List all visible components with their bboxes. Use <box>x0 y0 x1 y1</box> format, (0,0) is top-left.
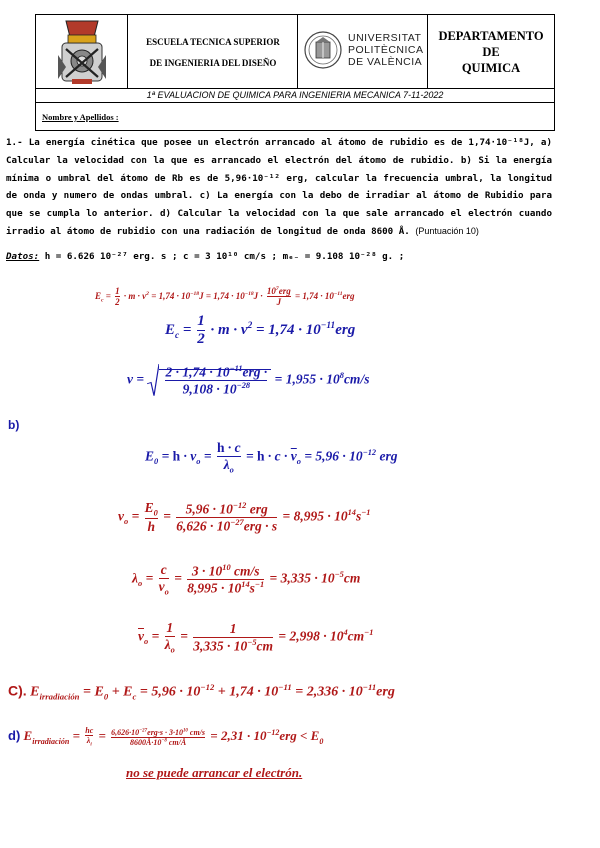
equation-part-d: d) $E_{irradiación}$ = $\frac{hc}{\lambda_i}$ = $\frac{6,626\cdot 10^{-27}erg\cdot s \cdot 3\cdot 10^{10} cm/s}{8600Å\cdot 10^{-8} cm/Å}$ = $2,31 \cdot 10^{-12}erg < E_0$ <box>8 726 324 748</box>
equation-threshold-wavelength: $\lambda_o$ = $\frac{c}{\nu_o}$ = $\frac{3 \cdot 10^{10} cm/s}{8,995 \cdot 10^{14}s^{-1}}$ = $3,335 \cdot 10^{-5}cm$ <box>132 562 361 597</box>
problem-points: (Puntuación 10) <box>415 225 479 236</box>
equation-kinetic-energy: $E_c$ = $\frac{1}{2}$ · $m \cdot v^2 = 1,74 \cdot 10^{-11}erg$ <box>165 313 356 348</box>
equation-threshold-wavenumber: $\overline{\nu}_o$ = $\frac{1}{\lambda_o}$ = $\frac{1}{3,335 \cdot 10^{-5}cm}$ = $2,998 \cdot 10^4cm^{-1}$ <box>138 620 374 655</box>
part-d-label: d) <box>8 728 21 744</box>
school-line-2: DE INGENIERIA DEL DISEÑO <box>149 58 277 68</box>
given-data-values: h = 6.626 10⁻²⁷ erg. s ; c = 3 10¹⁰ cm/s ; mₑ₋ = 9.108 10⁻²⁸ g. ; <box>39 251 405 262</box>
university-line-3: DE VALÈNCIA <box>348 56 423 68</box>
equation-irradiation-energy: C). $E_{irradiación} = E_0 + E_c = 5,96 \cdot 10^{-12} + 1,74 \cdot 10^{-11} = 2,336 \cdot 10^{-11}erg$ <box>8 682 395 702</box>
department-cell <box>428 15 554 88</box>
university-name <box>348 32 424 68</box>
problem-text: 1.- La energía cinética que posee un electrón arrancado al átomo de rubidio es de 1,74·10⁻¹⁸J, a) Calcular la velocidad con la que es arrancado el electrón del átomo de rubidio. b) Si la energía mínima o umbral del átomo de Rb es de 5,96·10⁻¹² erg, calcular la frecuencia umbral, la longitud de onda y numero de ondas umbral. c) La energía con la debo de irradiar al átomo de Rubidio para que se cumpla lo anterior. d) Calcular la velocidad con la que sale arrancado el electrón cuando irradio al átomo de rubidio con una radiación de longitud de onda 8600 Å. <box>6 137 552 237</box>
name-field <box>35 103 555 131</box>
school-crest-logo <box>36 15 128 88</box>
upv-seal-logo <box>303 30 343 70</box>
university-line-2: POLITÈCNICA <box>348 44 424 56</box>
part-b-label: b) <box>8 418 20 432</box>
sqrt-symbol: $\frac{2 \cdot 1,74 \cdot 10^{-11}erg \cdot}{9,108 \cdot 10^{-28}}$ <box>147 364 271 397</box>
conclusion-note: no se puede arrancar el electrón. <box>126 765 303 780</box>
part-c-label: C). <box>8 682 27 699</box>
problem-statement <box>6 134 552 241</box>
equation-kinetic-conversion: $E_c$ = $\frac{1}{2}$ · $m \cdot v^2 = 1,74 \cdot 10^{-18}J = 1,74 \cdot 10^{-18}J$ · $\frac{10^7erg}{J}$ = $1,74 \cdot 10^{-11}erg$ <box>95 286 355 308</box>
department-line-1: DEPARTAMENTO <box>438 29 544 43</box>
given-data <box>6 251 404 262</box>
school-line-1: ESCUELA TECNICA SUPERIOR <box>146 37 280 47</box>
given-data-label: Datos: <box>6 251 40 262</box>
equation-threshold-frequency: $\nu_o$ = $\frac{E_0}{h}$ = $\frac{5,96 \cdot 10^{-12} erg}{6,626 \cdot 10^{-27}erg \cdot s}$ = $8,995 \cdot 10^{14}s^{-1}$ <box>118 500 371 535</box>
exam-header <box>35 14 555 89</box>
exam-title: 1ª EVALUACION DE QUIMICA PARA INGENIERIA MECANICA 7-11-2022 <box>35 89 555 103</box>
university-cell <box>298 15 428 88</box>
school-name-cell <box>128 15 298 88</box>
name-label: Nombre y Apellidos : <box>42 112 119 122</box>
school-crest-cell <box>36 15 128 88</box>
department-name <box>428 28 554 76</box>
university-line-1: UNIVERSITAT <box>348 32 422 44</box>
equation-threshold-energy: $E_0 = h \cdot \nu_o$ = $\frac{h \cdot c}{\lambda_o}$ = $h \cdot c \cdot \overline{\nu}_o = 5,96 \cdot 10^{-12}$ erg <box>145 440 398 475</box>
department-line-3: QUIMICA <box>461 61 521 75</box>
department-line-2: DE <box>482 45 500 59</box>
equation-velocity: v = $\frac{2 \cdot 1,74 \cdot 10^{-11}erg \cdot}{9,108 \cdot 10^{-28}}$ = $1,955 \cdot 10^8cm/s$ <box>127 364 370 397</box>
